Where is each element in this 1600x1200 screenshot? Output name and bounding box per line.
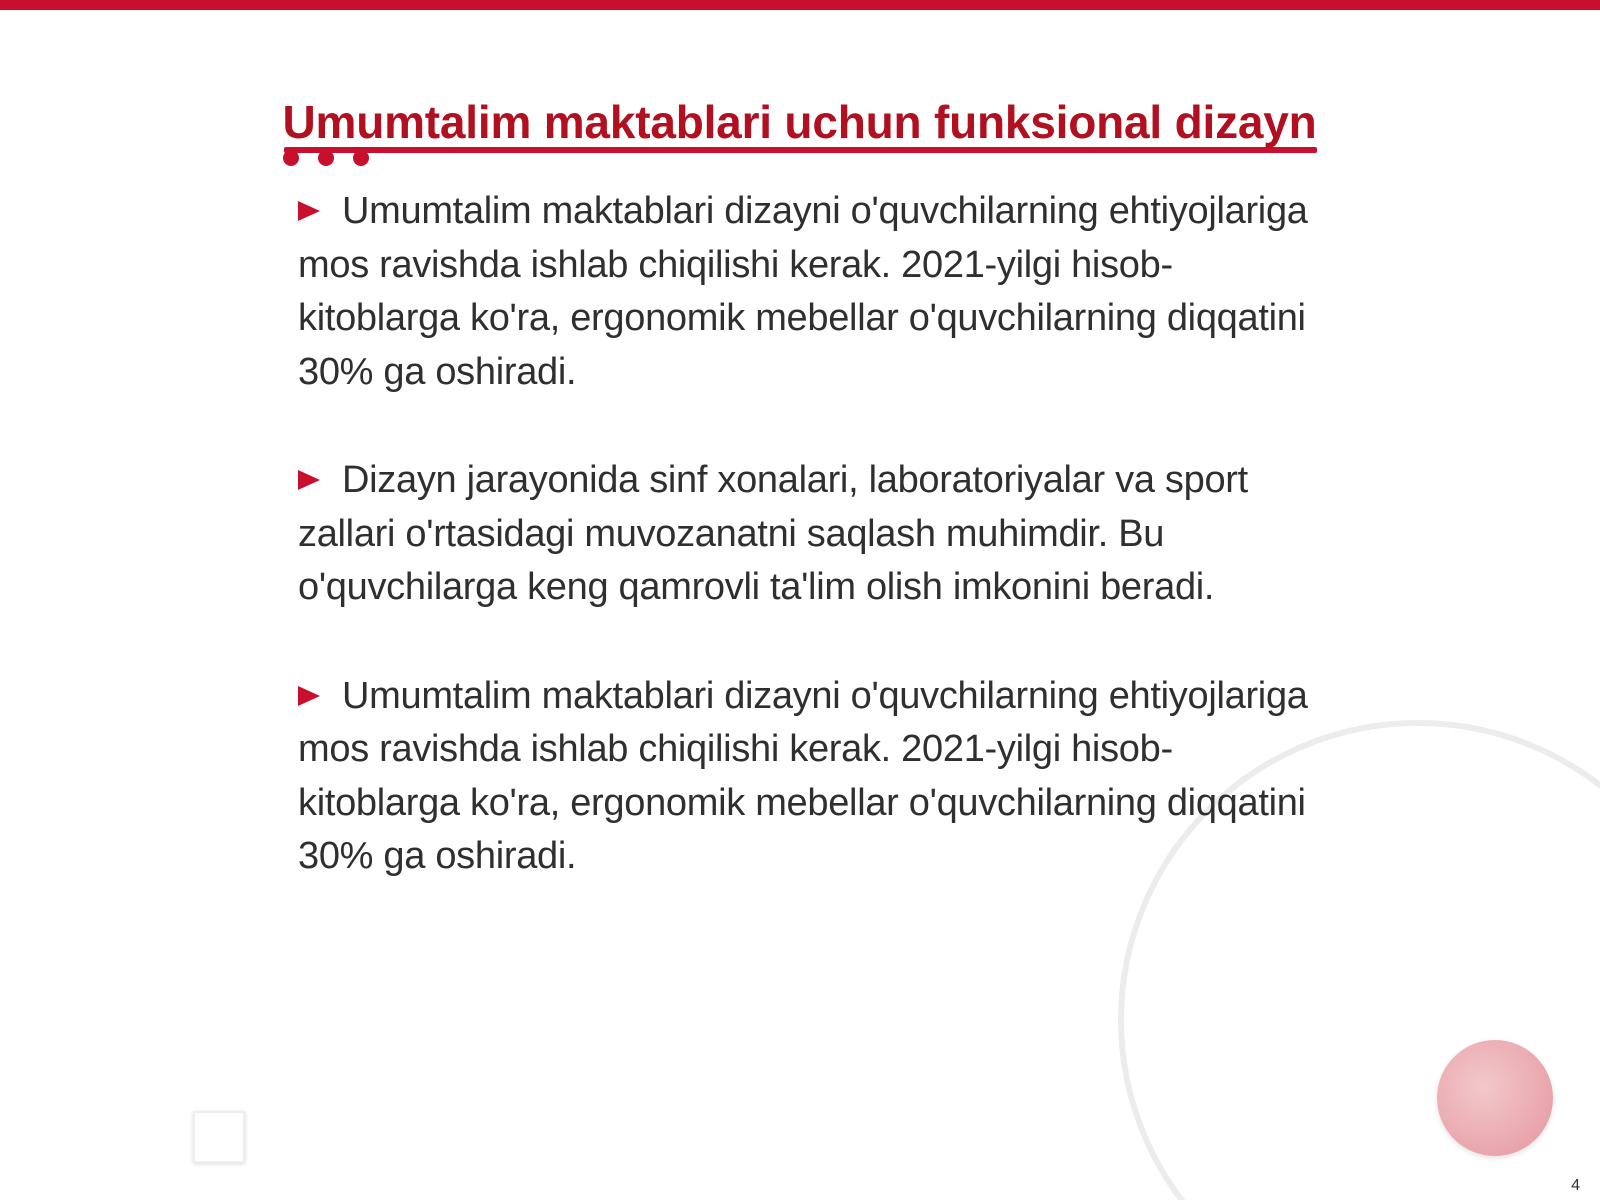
bullet-item: [298, 670, 1308, 884]
bullet-text: Umumtalim maktablari dizayni o'quvchilarning ehtiyojlariga mos ravishda ishlab chiqilishi kerak. 2021-yilgi hisob-kitoblarga ko'ra, ergonomik mebellar o'quvchilarning diqqatini 30% ga oshiradi.: [298, 674, 1308, 877]
triangle-right-icon: [298, 201, 320, 221]
bullet-list: [298, 185, 1308, 939]
decorative-square: [193, 1111, 245, 1163]
triangle-right-icon: [298, 686, 320, 706]
triangle-right-icon: [298, 470, 320, 490]
top-accent-bar: [0, 0, 1600, 10]
decorative-pink-circle: [1437, 1040, 1553, 1156]
bullet-item: [298, 185, 1308, 399]
bullet-text: Dizayn jarayonida sinf xonalari, laboratoriyalar va sport zallari o'rtasidagi muvozanatni saqlash muhimdir. Bu o'quvchilarga keng qamrovli ta'lim olish imkonini beradi.: [298, 459, 1248, 608]
bullet-item: [298, 454, 1308, 615]
bullet-text: Umumtalim maktablari dizayni o'quvchilarning ehtiyojlariga mos ravishda ishlab chiqilishi kerak. 2021-yilgi hisob-kitoblarga ko'ra, ergonomik mebellar o'quvchilarning diqqatini 30% ga oshiradi.: [298, 190, 1308, 393]
slide-title: Umumtalim maktablari uchun funksional dizayn: [282, 96, 1317, 148]
slide-number: 4: [1571, 1177, 1580, 1194]
